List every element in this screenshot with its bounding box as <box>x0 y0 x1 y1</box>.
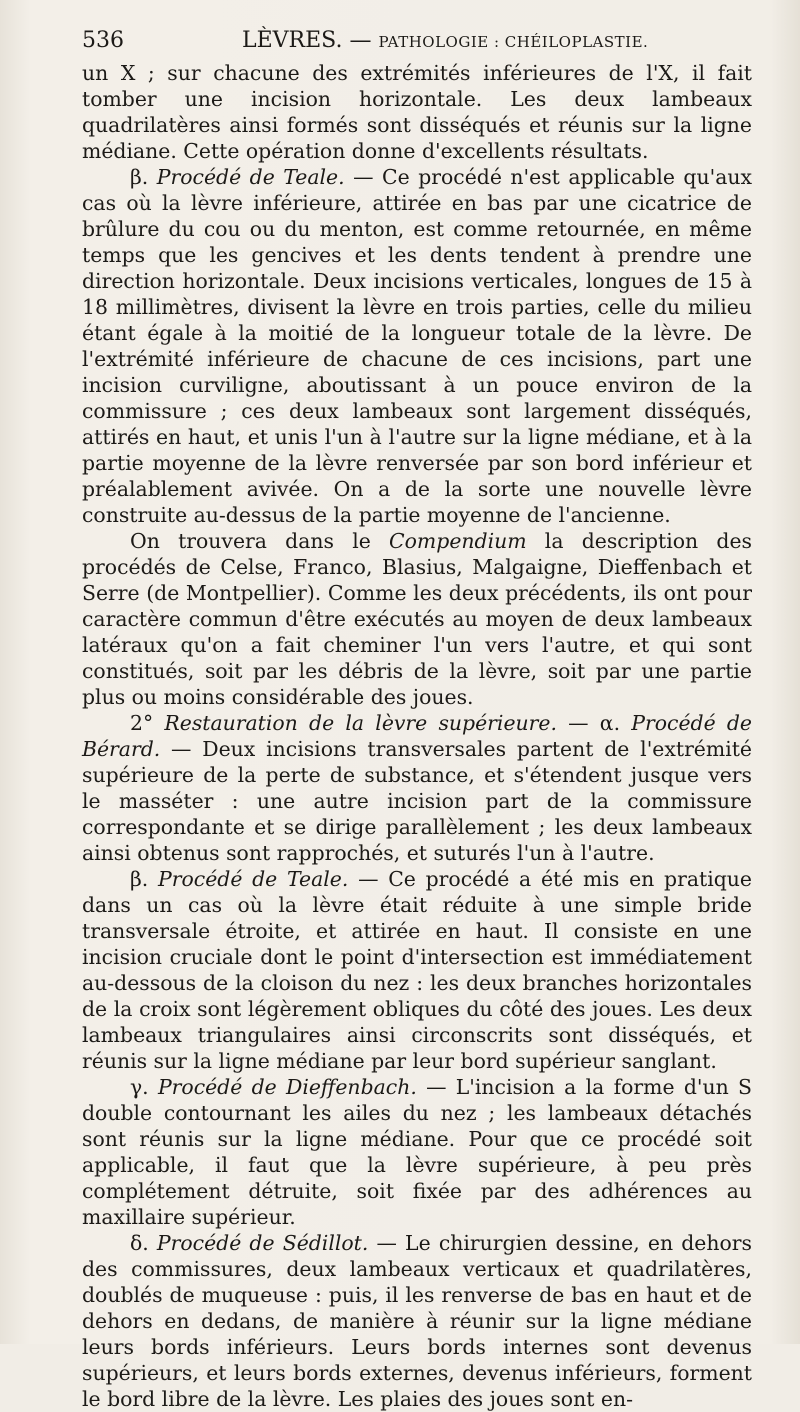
paragraph <box>82 164 752 528</box>
paragraph <box>82 1074 752 1230</box>
running-title <box>242 24 648 59</box>
text-run: un X ; sur chacune des extrémités inférieures de l'X, il fait tomber une incision horizontale. Les deux lambeaux quadrilatères ainsi formés sont disséqués et réunis sur la ligne médiane. Cette opération donne d'excellents résultats. <box>82 61 752 163</box>
running-header <box>82 24 750 58</box>
text-run: — Ce procédé n'est applicable qu'aux cas où la lèvre inférieure, attirée en bas par une cicatrice de brûlure du cou ou du menton, est comme retournée, en même temps que les gencives et les dents tendent à prendre une direction horizontale. Deux incisions verticales, longues de 15 à 18 millimètres, divisent la lèvre en trois parties, celle du milieu étant égale à la moitié de la longueur totale de la lèvre. De l'extrémité inférieure de chacune de ces incisions, part une incision curviligne, aboutissant à un pouce environ de la commissure ; ces deux lambeaux sont largement disséqués, attirés en haut, et unis l'un à l'autre sur la ligne médiane, et à la partie moyenne de la lèvre renversée par son bord inférieur et préalablement avivée. On a de la sorte une nouvelle lèvre construite au-dessus de la partie moyenne de l'ancienne. <box>82 165 752 527</box>
text-run: — α. <box>556 711 632 735</box>
body-text <box>82 60 752 1412</box>
paragraph <box>82 60 752 164</box>
italic-heading: Procédé de Sédillot. <box>156 1231 369 1255</box>
paragraph <box>82 866 752 1074</box>
italic-heading: Restauration de la lèvre supérieure. <box>164 711 557 735</box>
text-run: β. <box>130 165 157 189</box>
text-run: — Deux incisions transversales partent de l'extrémité supérieure de la perte de substance, et s'étendent jusque vers le masséter : une autre incision part de la commissure correspondante et se dirige parallèlement ; les deux lambeaux ainsi obtenus sont rapprochés, et suturés l'un à l'autre. <box>82 737 752 865</box>
italic-heading: Procédé de Teale. <box>158 867 349 891</box>
text-run: la description des procédés de Celse, Franco, Blasius, Malgaigne, Dieffenbach et Serre (de Montpellier). Comme les deux précédents, ils ont pour caractère commun d'être exécutés au moyen de deux lambeaux latéraux qu'on a fait cheminer l'un vers l'autre, et qui sont constitués, soit par les débris de la lèvre, soit par une partie plus ou moins considérable des joues. <box>82 529 752 709</box>
text-run: — Ce procédé a été mis en pratique dans un cas où la lèvre était réduite à une simple bride transversale étroite, et attirée en haut. Il consiste en une incision cruciale dont le point d'intersection est immédiatement au-dessous de la cloison du nez : les deux branches horizontales de la croix sont légèrement obliques du côté des joues. Les deux lambeaux triangulaires ainsi circonscrits sont disséqués, et réunis sur la ligne médiane par leur bord supérieur sanglant. <box>82 867 752 1073</box>
text-run: δ. <box>130 1231 157 1255</box>
text-run: 2° <box>130 711 165 735</box>
text-run: β. <box>130 867 159 891</box>
page-number: 536 <box>82 28 124 53</box>
text-run: — L'incision a la forme d'un S double contournant les ailes du nez ; les lambeaux détachés sont réunis sur la ligne médiane. Pour que ce procédé soit applicable, il faut que la lèvre supérieure, à peu près complétement détruite, soit fixée par des adhérences au maxillaire supérieur. <box>82 1075 752 1229</box>
italic-heading: Compendium <box>389 529 527 553</box>
header-title: LÈVRES. <box>242 28 343 53</box>
paragraph <box>82 528 752 710</box>
italic-heading: Procédé de Bérard. <box>82 711 752 761</box>
text-run: — Le chirurgien dessine, en dehors des commissures, deux lambeaux verticaux et quadrilatères, doublés de muqueuse : puis, il les renverse de bas en haut et de dehors en dedans, de manière à réunir sur la ligne médiane leurs bords inférieurs. Leurs bords internes sont devenus supérieurs, et leurs bords externes, devenus inférieurs, forment le bord libre de la lèvre. Les plaies des joues sont en- <box>82 1231 752 1411</box>
header-dash: — <box>342 28 379 53</box>
text-run: On trouvera dans le <box>130 529 390 553</box>
paragraph <box>82 1230 752 1412</box>
italic-heading: Procédé de Teale. <box>156 165 345 189</box>
header-subtitle: PATHOLOGIE : CHÉILOPLASTIE. <box>378 33 649 51</box>
paragraph <box>82 710 752 866</box>
italic-heading: Procédé de Dieffenbach. <box>157 1075 417 1099</box>
text-run: γ. <box>130 1075 158 1099</box>
